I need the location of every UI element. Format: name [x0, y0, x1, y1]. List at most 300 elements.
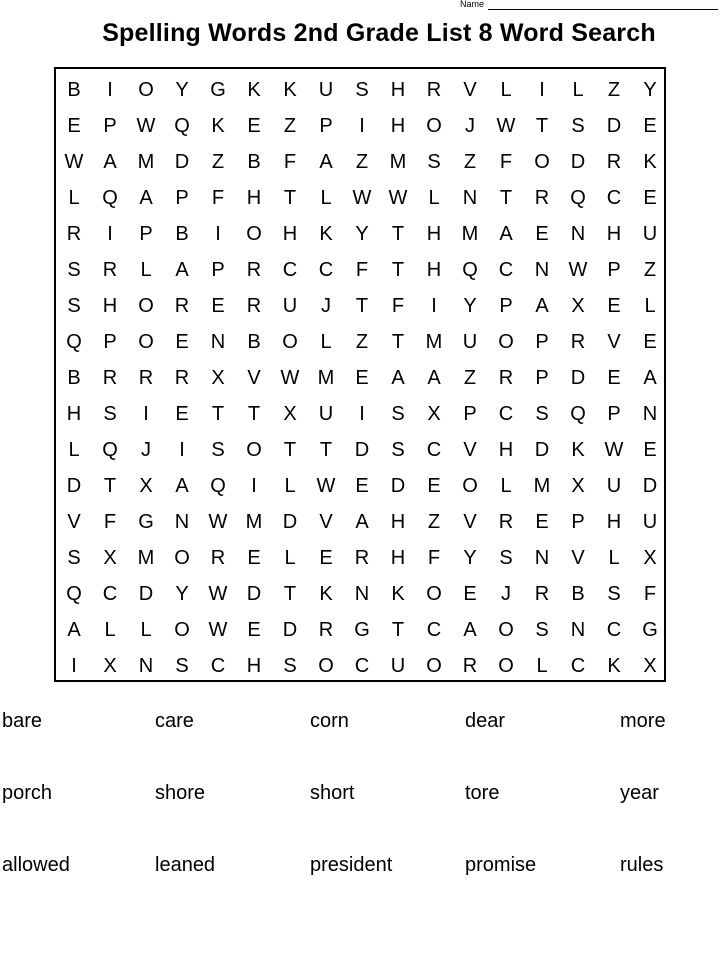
grid-letter[interactable]: Q — [570, 403, 586, 425]
grid-letter[interactable]: M — [389, 151, 407, 173]
grid-letter[interactable]: W — [64, 151, 84, 173]
grid-letter[interactable]: B — [247, 151, 261, 173]
grid-letter[interactable]: Y — [175, 79, 189, 101]
grid-letter[interactable]: K — [211, 115, 225, 137]
grid-letter[interactable]: I — [179, 439, 185, 461]
grid-letter[interactable]: R — [570, 331, 586, 353]
grid-letter[interactable]: R — [534, 187, 550, 209]
grid-letter[interactable]: O — [534, 151, 550, 173]
grid-letter[interactable]: R — [462, 655, 478, 677]
grid-letter[interactable]: L — [140, 619, 152, 641]
grid-letter[interactable]: E — [643, 187, 657, 209]
grid-letter[interactable]: X — [211, 367, 225, 389]
grid-letter[interactable]: A — [175, 259, 189, 281]
grid-letter[interactable]: L — [572, 79, 584, 101]
grid-letter[interactable]: T — [103, 475, 117, 497]
grid-letter[interactable]: D — [246, 583, 262, 605]
grid-letter[interactable]: I — [539, 79, 545, 101]
grid-letter[interactable]: S — [607, 583, 621, 605]
grid-letter[interactable]: F — [391, 295, 405, 317]
grid-letter[interactable]: C — [606, 187, 622, 209]
grid-letter[interactable]: V — [571, 547, 585, 569]
grid-letter[interactable]: S — [535, 619, 549, 641]
grid-letter[interactable]: G — [354, 619, 370, 641]
grid-letter[interactable]: A — [67, 619, 81, 641]
grid-letter[interactable]: W — [136, 115, 156, 137]
grid-letter[interactable]: W — [280, 367, 300, 389]
grid-letter[interactable]: S — [283, 655, 297, 677]
grid-letter[interactable]: S — [67, 295, 81, 317]
grid-letter[interactable]: W — [496, 115, 516, 137]
grid-letter[interactable]: V — [67, 511, 81, 533]
grid-letter[interactable]: S — [499, 547, 513, 569]
grid-letter[interactable]: C — [282, 259, 298, 281]
grid-letter[interactable]: P — [211, 259, 225, 281]
grid-letter[interactable]: H — [246, 187, 262, 209]
grid-letter[interactable]: M — [137, 547, 155, 569]
grid-letter[interactable]: T — [283, 187, 297, 209]
grid-letter[interactable]: P — [175, 187, 189, 209]
grid-letter[interactable]: D — [282, 511, 298, 533]
grid-letter[interactable]: W — [388, 187, 408, 209]
grid-letter[interactable]: E — [211, 295, 225, 317]
name-label: Name — [460, 0, 485, 9]
grid-letter[interactable]: R — [426, 79, 442, 101]
grid-letter[interactable]: J — [141, 439, 151, 461]
grid-letter[interactable]: N — [570, 223, 586, 245]
grid-letter[interactable]: Q — [462, 259, 478, 281]
grid-letter[interactable]: Y — [355, 223, 369, 245]
grid-letter[interactable]: P — [103, 115, 117, 137]
grid-letter[interactable]: E — [607, 295, 621, 317]
grid-letter[interactable]: A — [463, 619, 477, 641]
grid-letter[interactable]: O — [426, 115, 442, 137]
grid-letter[interactable]: H — [390, 511, 406, 533]
grid-letter[interactable]: L — [284, 475, 296, 497]
grid-letter[interactable]: T — [211, 403, 225, 425]
grid-letter[interactable]: D — [66, 475, 82, 497]
grid-letter[interactable]: B — [247, 331, 261, 353]
grid-letter[interactable]: M — [317, 367, 335, 389]
grid-letter[interactable]: R — [102, 367, 118, 389]
grid-letter[interactable]: R — [534, 583, 550, 605]
grid-letter[interactable]: O — [138, 295, 154, 317]
grid-letter[interactable]: D — [138, 583, 154, 605]
grid-letter[interactable]: L — [320, 187, 332, 209]
grid-letter[interactable]: Z — [283, 115, 297, 137]
grid-letter[interactable]: Q — [102, 439, 118, 461]
grid-letter[interactable]: A — [643, 367, 657, 389]
grid-letter[interactable]: Q — [66, 331, 82, 353]
grid-letter[interactable]: Q — [570, 187, 586, 209]
name-line[interactable] — [488, 9, 718, 10]
grid-letter[interactable]: A — [319, 151, 333, 173]
grid-letter[interactable]: N — [534, 547, 550, 569]
grid-letter[interactable]: H — [102, 295, 118, 317]
grid-letter[interactable]: D — [282, 619, 298, 641]
grid-letter[interactable]: R — [102, 259, 118, 281]
grid-letter[interactable]: L — [500, 475, 512, 497]
grid-letter[interactable]: E — [319, 547, 333, 569]
grid-letter[interactable]: S — [391, 403, 405, 425]
grid-letter[interactable]: S — [103, 403, 117, 425]
grid-letter[interactable]: Z — [463, 367, 477, 389]
grid-letter[interactable]: K — [391, 583, 405, 605]
grid-letter[interactable]: R — [246, 295, 262, 317]
grid-letter[interactable]: J — [501, 583, 511, 605]
grid-letter[interactable]: T — [391, 331, 405, 353]
grid-letter[interactable]: C — [570, 655, 586, 677]
grid-letter[interactable]: T — [247, 403, 261, 425]
grid-letter[interactable]: W — [208, 511, 228, 533]
grid-letter[interactable]: I — [107, 79, 113, 101]
grid-letter[interactable]: C — [606, 619, 622, 641]
grid-letter[interactable]: X — [139, 475, 153, 497]
grid-letter[interactable]: O — [246, 439, 262, 461]
grid-letter[interactable]: V — [607, 331, 621, 353]
grid-letter[interactable]: C — [426, 619, 442, 641]
grid-letter[interactable]: E — [427, 475, 441, 497]
grid-letter[interactable]: S — [67, 259, 81, 281]
grid-letter[interactable]: S — [427, 151, 441, 173]
grid-letter[interactable]: E — [643, 115, 657, 137]
grid-letter[interactable]: Z — [607, 79, 621, 101]
grid-letter[interactable]: N — [462, 187, 478, 209]
grid-letter[interactable]: H — [390, 115, 406, 137]
grid-letter[interactable]: X — [643, 547, 657, 569]
grid-letter[interactable]: H — [246, 655, 262, 677]
grid-letter[interactable]: N — [138, 655, 154, 677]
grid-letter[interactable]: I — [71, 655, 77, 677]
grid-letter[interactable]: E — [643, 331, 657, 353]
grid-letter[interactable]: S — [355, 79, 369, 101]
grid-letter[interactable]: H — [426, 223, 442, 245]
grid-letter[interactable]: Q — [210, 475, 226, 497]
grid-letter[interactable]: O — [246, 223, 262, 245]
grid-letter[interactable]: E — [607, 367, 621, 389]
grid-letter[interactable]: Y — [643, 79, 657, 101]
grid-letter[interactable]: O — [282, 331, 298, 353]
grid-letter[interactable]: W — [316, 475, 336, 497]
grid-letter[interactable]: X — [103, 547, 117, 569]
grid-letter[interactable]: S — [67, 547, 81, 569]
grid-letter[interactable]: T — [391, 619, 405, 641]
grid-letter[interactable]: H — [498, 439, 514, 461]
grid-letter[interactable]: O — [498, 619, 514, 641]
grid-letter[interactable]: F — [499, 151, 513, 173]
grid-letter[interactable]: G — [138, 511, 154, 533]
grid-letter[interactable]: C — [426, 439, 442, 461]
grid-letter[interactable]: E — [355, 367, 369, 389]
grid-letter[interactable]: Z — [643, 259, 657, 281]
grid-letter[interactable]: J — [321, 295, 331, 317]
grid-letter[interactable]: P — [463, 403, 477, 425]
grid-letter[interactable]: U — [282, 295, 298, 317]
grid-letter[interactable]: G — [642, 619, 658, 641]
grid-letter[interactable]: H — [66, 403, 82, 425]
grid-letter[interactable]: C — [498, 259, 514, 281]
grid-letter[interactable]: P — [607, 259, 621, 281]
grid-letter[interactable]: S — [391, 439, 405, 461]
grid-letter[interactable]: L — [320, 331, 332, 353]
grid-letter[interactable]: H — [426, 259, 442, 281]
grid-letter[interactable]: U — [642, 223, 658, 245]
grid-letter[interactable]: D — [354, 439, 370, 461]
grid-letter[interactable]: U — [390, 655, 406, 677]
grid-letter[interactable]: O — [318, 655, 334, 677]
grid-letter[interactable]: E — [535, 223, 549, 245]
grid-letter[interactable]: H — [606, 511, 622, 533]
grid-letter[interactable]: S — [175, 655, 189, 677]
grid-letter[interactable]: Z — [211, 151, 225, 173]
grid-letter[interactable]: M — [461, 223, 479, 245]
grid-letter[interactable]: J — [465, 115, 475, 137]
grid-letter[interactable]: I — [107, 223, 113, 245]
grid-letter[interactable]: O — [498, 655, 514, 677]
grid-letter[interactable]: D — [390, 475, 406, 497]
grid-letter[interactable]: P — [535, 367, 549, 389]
grid-letter[interactable]: X — [427, 403, 441, 425]
grid-letter[interactable]: Z — [463, 151, 477, 173]
grid-letter[interactable]: M — [245, 511, 263, 533]
grid-letter[interactable]: P — [535, 331, 549, 353]
grid-letter[interactable]: K — [319, 223, 333, 245]
grid-letter[interactable]: L — [68, 187, 80, 209]
grid-letter[interactable]: G — [210, 79, 226, 101]
grid-letter[interactable]: X — [643, 655, 657, 677]
grid-letter[interactable]: A — [499, 223, 513, 245]
grid-letter[interactable]: Z — [355, 151, 369, 173]
grid-letter[interactable]: O — [426, 655, 442, 677]
grid-letter[interactable]: E — [175, 331, 189, 353]
grid-letter[interactable]: T — [391, 223, 405, 245]
grid-letter[interactable]: K — [247, 79, 261, 101]
grid-letter[interactable]: L — [68, 439, 80, 461]
grid-letter[interactable]: A — [175, 475, 189, 497]
grid-letter[interactable]: H — [282, 223, 298, 245]
grid-letter[interactable]: F — [643, 583, 657, 605]
grid-letter[interactable]: R — [246, 259, 262, 281]
grid-letter[interactable]: V — [463, 511, 477, 533]
grid-row — [56, 180, 664, 216]
grid-letter[interactable]: N — [210, 331, 226, 353]
word-bank-item: corn — [310, 710, 349, 732]
grid-letter[interactable]: E — [643, 439, 657, 461]
grid-letter[interactable]: L — [104, 619, 116, 641]
grid-letter[interactable]: Q — [66, 583, 82, 605]
grid-letter[interactable]: U — [318, 403, 334, 425]
grid-letter[interactable]: I — [431, 295, 437, 317]
grid-letter[interactable]: Q — [102, 187, 118, 209]
word-bank-item: leaned — [155, 854, 216, 876]
grid-letter[interactable]: D — [570, 367, 586, 389]
grid-letter[interactable]: W — [352, 187, 372, 209]
grid-letter[interactable]: I — [359, 115, 365, 137]
grid-letter[interactable]: X — [283, 403, 297, 425]
grid-letter[interactable]: F — [211, 187, 225, 209]
grid-letter[interactable]: X — [571, 295, 585, 317]
grid-letter[interactable]: D — [642, 475, 658, 497]
grid-letter[interactable]: D — [570, 151, 586, 173]
grid-letter[interactable]: S — [535, 403, 549, 425]
grid-letter[interactable]: N — [534, 259, 550, 281]
grid-letter[interactable]: A — [427, 367, 441, 389]
grid-letter[interactable]: W — [604, 439, 624, 461]
grid-letter[interactable]: X — [103, 655, 117, 677]
grid-letter[interactable]: Y — [175, 583, 189, 605]
grid-row — [56, 252, 664, 288]
grid-letter[interactable]: O — [138, 79, 154, 101]
grid-letter[interactable]: V — [319, 511, 333, 533]
grid-letter[interactable]: F — [355, 259, 369, 281]
grid-letter[interactable]: L — [536, 655, 548, 677]
grid-letter[interactable]: R — [66, 223, 82, 245]
grid-letter[interactable]: W — [208, 619, 228, 641]
grid-letter[interactable]: E — [175, 403, 189, 425]
grid-letter[interactable]: H — [390, 79, 406, 101]
word-bank-item: care — [155, 710, 194, 732]
grid-letter[interactable]: T — [319, 439, 333, 461]
grid-letter[interactable]: R — [606, 151, 622, 173]
grid-letter[interactable]: D — [606, 115, 622, 137]
grid-letter[interactable]: S — [211, 439, 225, 461]
grid-letter[interactable]: N — [174, 511, 190, 533]
grid-letter[interactable]: B — [67, 79, 81, 101]
grid-letter[interactable]: O — [462, 475, 478, 497]
grid-letter[interactable]: N — [642, 403, 658, 425]
grid-letter[interactable]: K — [283, 79, 297, 101]
grid-letter[interactable]: K — [643, 151, 657, 173]
grid-letter[interactable]: C — [210, 655, 226, 677]
grid-letter[interactable]: T — [535, 115, 549, 137]
grid-letter[interactable]: W — [568, 259, 588, 281]
grid-letter[interactable]: E — [67, 115, 81, 137]
grid-letter[interactable]: I — [215, 223, 221, 245]
grid-row — [56, 612, 664, 648]
grid-letter[interactable]: H — [606, 223, 622, 245]
grid-letter[interactable]: E — [247, 115, 261, 137]
grid-letter[interactable]: Y — [463, 547, 477, 569]
grid-letter[interactable]: T — [391, 259, 405, 281]
grid-letter[interactable]: D — [174, 151, 190, 173]
grid-letter[interactable]: A — [535, 295, 549, 317]
grid-row — [56, 576, 664, 612]
grid-letter[interactable]: L — [608, 547, 620, 569]
grid-letter[interactable]: I — [359, 403, 365, 425]
grid-letter[interactable]: L — [644, 295, 656, 317]
grid-letter[interactable]: W — [208, 583, 228, 605]
grid-letter[interactable]: Y — [463, 295, 477, 317]
grid-letter[interactable]: O — [174, 619, 190, 641]
grid-letter[interactable]: E — [535, 511, 549, 533]
grid-letter[interactable]: U — [318, 79, 334, 101]
grid-letter[interactable]: K — [607, 655, 621, 677]
grid-letter[interactable]: C — [102, 583, 118, 605]
grid-letter[interactable]: B — [175, 223, 189, 245]
grid-row — [56, 540, 664, 576]
grid-letter[interactable]: R — [174, 367, 190, 389]
grid-letter[interactable]: N — [570, 619, 586, 641]
grid-letter[interactable]: R — [354, 547, 370, 569]
grid-letter[interactable]: M — [137, 151, 155, 173]
grid-letter[interactable]: S — [571, 115, 585, 137]
grid-letter[interactable]: Z — [355, 331, 369, 353]
grid-letter[interactable]: E — [355, 475, 369, 497]
grid-letter[interactable]: P — [103, 331, 117, 353]
grid-letter[interactable]: R — [318, 619, 334, 641]
grid-letter[interactable]: V — [463, 79, 477, 101]
grid-letter[interactable]: U — [606, 475, 622, 497]
grid-letter[interactable]: A — [139, 187, 153, 209]
grid-letter[interactable]: L — [284, 547, 296, 569]
grid-letter[interactable]: F — [427, 547, 441, 569]
grid-letter[interactable]: C — [318, 259, 334, 281]
grid-letter[interactable]: C — [354, 655, 370, 677]
grid-letter[interactable]: P — [139, 223, 153, 245]
grid-letter[interactable]: R — [174, 295, 190, 317]
grid-letter[interactable]: E — [247, 619, 261, 641]
grid-letter[interactable]: P — [499, 295, 513, 317]
grid-letter[interactable]: B — [67, 367, 81, 389]
grid-letter[interactable]: I — [251, 475, 257, 497]
grid-letter[interactable]: M — [533, 475, 551, 497]
grid-letter[interactable]: V — [463, 439, 477, 461]
grid-letter[interactable]: N — [354, 583, 370, 605]
grid-letter[interactable]: P — [319, 115, 333, 137]
grid-letter[interactable]: Z — [427, 511, 441, 533]
grid-letter[interactable]: P — [607, 403, 621, 425]
grid-letter[interactable]: O — [426, 583, 442, 605]
grid-letter[interactable]: F — [103, 511, 117, 533]
grid-letter[interactable]: H — [390, 547, 406, 569]
grid-letter[interactable]: E — [247, 547, 261, 569]
grid-letter[interactable]: A — [391, 367, 405, 389]
grid-letter[interactable]: D — [534, 439, 550, 461]
grid-letter[interactable]: F — [283, 151, 297, 173]
grid-letter[interactable]: A — [103, 151, 117, 173]
grid-letter[interactable]: T — [355, 295, 369, 317]
grid-letter[interactable]: I — [143, 403, 149, 425]
grid-letter[interactable]: O — [498, 331, 514, 353]
grid-letter[interactable]: T — [499, 187, 513, 209]
grid-letter[interactable]: Q — [174, 115, 190, 137]
grid-row — [56, 648, 664, 684]
grid-letter[interactable]: R — [498, 511, 514, 533]
grid-letter[interactable]: K — [571, 439, 585, 461]
grid-letter[interactable]: L — [140, 259, 152, 281]
grid-letter[interactable]: L — [428, 187, 440, 209]
grid-letter[interactable]: T — [283, 439, 297, 461]
grid-letter[interactable]: B — [571, 583, 585, 605]
grid-letter[interactable]: V — [247, 367, 261, 389]
grid-letter[interactable]: R — [498, 367, 514, 389]
grid-letter[interactable]: R — [210, 547, 226, 569]
grid-letter[interactable]: R — [138, 367, 154, 389]
grid-letter[interactable]: K — [319, 583, 333, 605]
grid-letter[interactable]: M — [425, 331, 443, 353]
grid-letter[interactable]: E — [463, 583, 477, 605]
grid-letter[interactable]: O — [138, 331, 154, 353]
grid-letter[interactable]: A — [355, 511, 369, 533]
grid-letter[interactable]: U — [462, 331, 478, 353]
grid-letter[interactable]: L — [500, 79, 512, 101]
grid-letter[interactable]: U — [642, 511, 658, 533]
grid-letter[interactable]: T — [283, 583, 297, 605]
grid-letter[interactable]: X — [571, 475, 585, 497]
grid-letter[interactable]: O — [174, 547, 190, 569]
grid-letter[interactable]: C — [498, 403, 514, 425]
grid-letter[interactable]: P — [571, 511, 585, 533]
